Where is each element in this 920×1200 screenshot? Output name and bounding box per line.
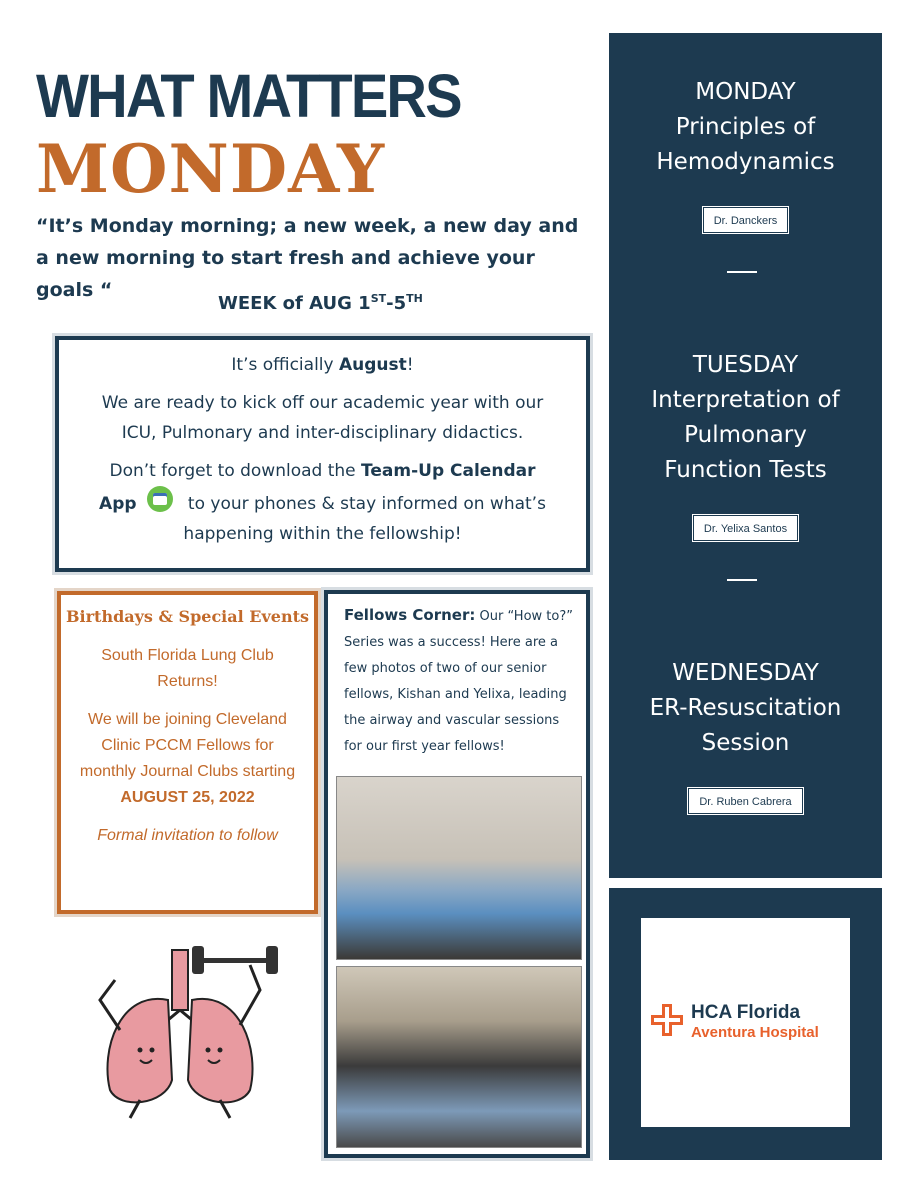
august-heading: It’s officially August! (231, 355, 414, 375)
journal-club-text: We will be joining Cleveland Clinic PCCM Fellows for monthly Journal Clubs starting (79, 711, 296, 780)
birthdays-title: Birthdays & Special Events (66, 607, 309, 626)
weekly-schedule-panel (609, 33, 882, 878)
title-line-2: MONDAY (36, 130, 386, 208)
hospital-logo-panel (609, 888, 882, 1160)
session-topic: ER-Resuscitation Session (649, 695, 842, 756)
hca-cross-icon (649, 1002, 685, 1038)
speaker-badge: Dr. Ruben Cabrera (688, 788, 802, 814)
academic-year-text: We are ready to kick off our academic year with our ICU, Pulmonary and inter-disciplinary didactics. (101, 393, 544, 443)
journal-club-date: AUGUST 25, 2022 (120, 789, 255, 806)
separator (727, 579, 757, 581)
day-label: TUESDAY (692, 352, 799, 378)
schedule-monday (609, 75, 882, 235)
hospital-name: HCA Florida (691, 1002, 801, 1023)
fellows-corner-text: Fellows Corner: Our “How to?” Series was a success! Here are a few photos of two of our senior fellows, Kishan and Yelixa, leading the airway and vascular sessions for our first year fellows! (344, 606, 573, 754)
hospital-logo (641, 918, 850, 1127)
schedule-wednesday (609, 656, 882, 816)
week-range: WEEK of AUG 1ST-5TH (218, 292, 423, 314)
calendar-app-icon (147, 486, 173, 512)
title-line-1: WHAT MATTERS (36, 62, 461, 130)
birthdays-events-box (57, 591, 318, 914)
day-label: WEDNESDAY (672, 660, 819, 686)
invitation-note: Formal invitation to follow (97, 827, 278, 844)
vascular-session-photo (336, 966, 582, 1148)
lungs-lifting-weights-icon (80, 940, 280, 1120)
speaker-badge: Dr. Yelixa Santos (693, 515, 798, 541)
august-announcement-box (55, 336, 590, 572)
hospital-subname: Aventura Hospital (691, 1024, 819, 1041)
motivational-quote: “It’s Monday morning; a new week, a new day and a new morning to start fresh and achieve your goals “ (36, 215, 579, 301)
session-topic: Interpretation of Pulmonary Function Tests (651, 387, 840, 483)
airway-session-photo (336, 776, 582, 960)
lung-club-text: South Florida Lung Club Returns! (101, 647, 274, 690)
speaker-badge: Dr. Danckers (703, 207, 789, 233)
day-label: MONDAY (695, 79, 796, 105)
session-topic: Principles of Hemodynamics (656, 114, 835, 175)
schedule-tuesday (609, 348, 882, 543)
calendar-app-text: Don’t forget to download the Team-Up Calendar App to your phones & stay informed on what’s happening within the fellowship! (99, 461, 546, 544)
fellows-corner-box (324, 590, 590, 1158)
separator (727, 271, 757, 273)
